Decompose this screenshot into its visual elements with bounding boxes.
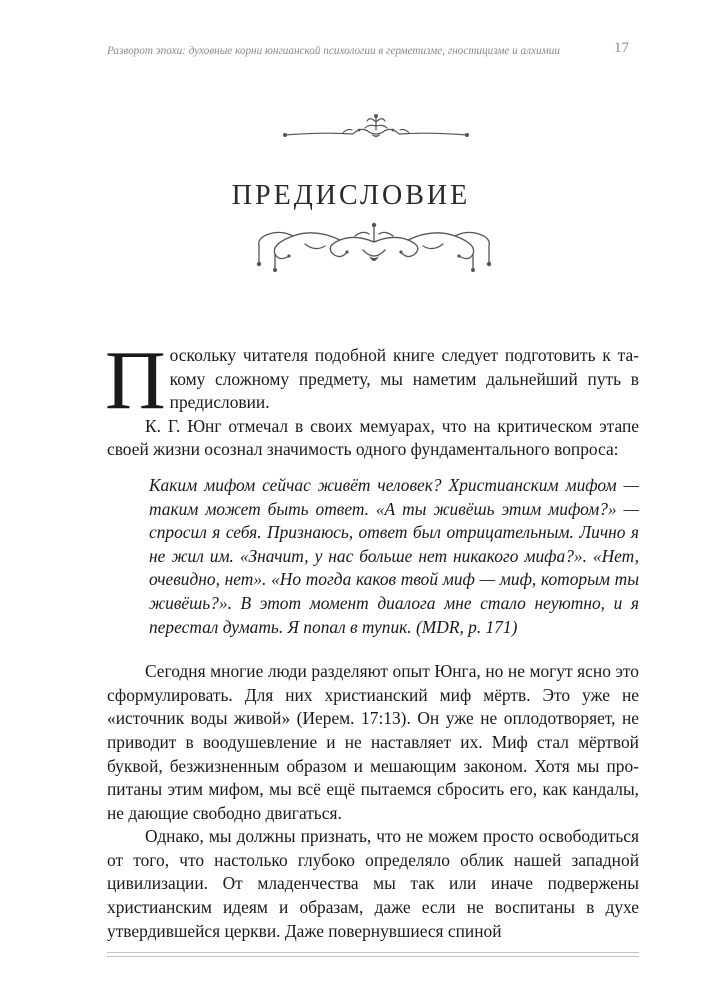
paragraph-3: Сегодня многие люди разделяют опыт Юнга, но не могут ясно это сформулировать. Для них христианский миф мёртв. Это уже не «источник воды живой» (Иерем. 17:13). Он уже не оплодотворяет, не приводит в воодушевление и не наставляет их. Миф стал мёртвой буквой, безжизненным образом и мешающим законом. Хотя мы пропитаны этим мифом, мы всё ещё пытаемся сбросить его, как кандалы, не дающие свободно двигаться. bbox=[107, 661, 639, 823]
chapter-title: ПРЕДИСЛОВИЕ bbox=[231, 180, 471, 211]
drop-cap: П bbox=[105, 334, 166, 427]
paragraph-1-text: оскольку читателя подобной книге следует подготовить к такому сложному предмету, мы наметим дальнейший путь в предисловии. bbox=[169, 345, 639, 413]
bottom-ornament-icon bbox=[245, 222, 503, 274]
main-text bbox=[105, 334, 639, 943]
block-quote: Каким мифом сейчас живёт человек? Христианским мифом — таким может быть ответ. «А ты живёшь этим мифом?» — спросил я себя. Признаюсь, ответ был отрицательным. Лично я не жил им. «Значит, у нас больше нет никакого мифа?». «Нет, очевидно, нет». «Но тогда каков твой миф — миф, которым ты живёшь?». В этот момент диалога мне стало неуютно, и я перестал думать. Я попал в тупик. (MDR, p. 171) bbox=[149, 474, 639, 637]
footer-rule bbox=[107, 952, 639, 957]
paragraph-4: Однако, мы должны признать, что не можем просто освободиться от того, что настолько глубоко определяло облик нашей западной цивилизации. От младенчества мы так или иначе подвержены христианским идеям и образам, даже если не воспитаны в духе утвердившейся церкви. Даже повернувшиеся спиной bbox=[107, 826, 639, 941]
top-ornament-icon bbox=[283, 112, 469, 142]
paragraph-2: К. Г. Юнг отмечал в своих мемуарах, что на критическом этапе своей жизни осознал значимость одного фундаментального вопроса: bbox=[107, 415, 639, 460]
running-header: Разворот эпохи: духовные корни юнгианской психологии в герметизме, гностицизме и алхимии bbox=[107, 45, 560, 57]
page-number: 17 bbox=[614, 40, 629, 56]
paragraph-1 bbox=[105, 334, 639, 427]
